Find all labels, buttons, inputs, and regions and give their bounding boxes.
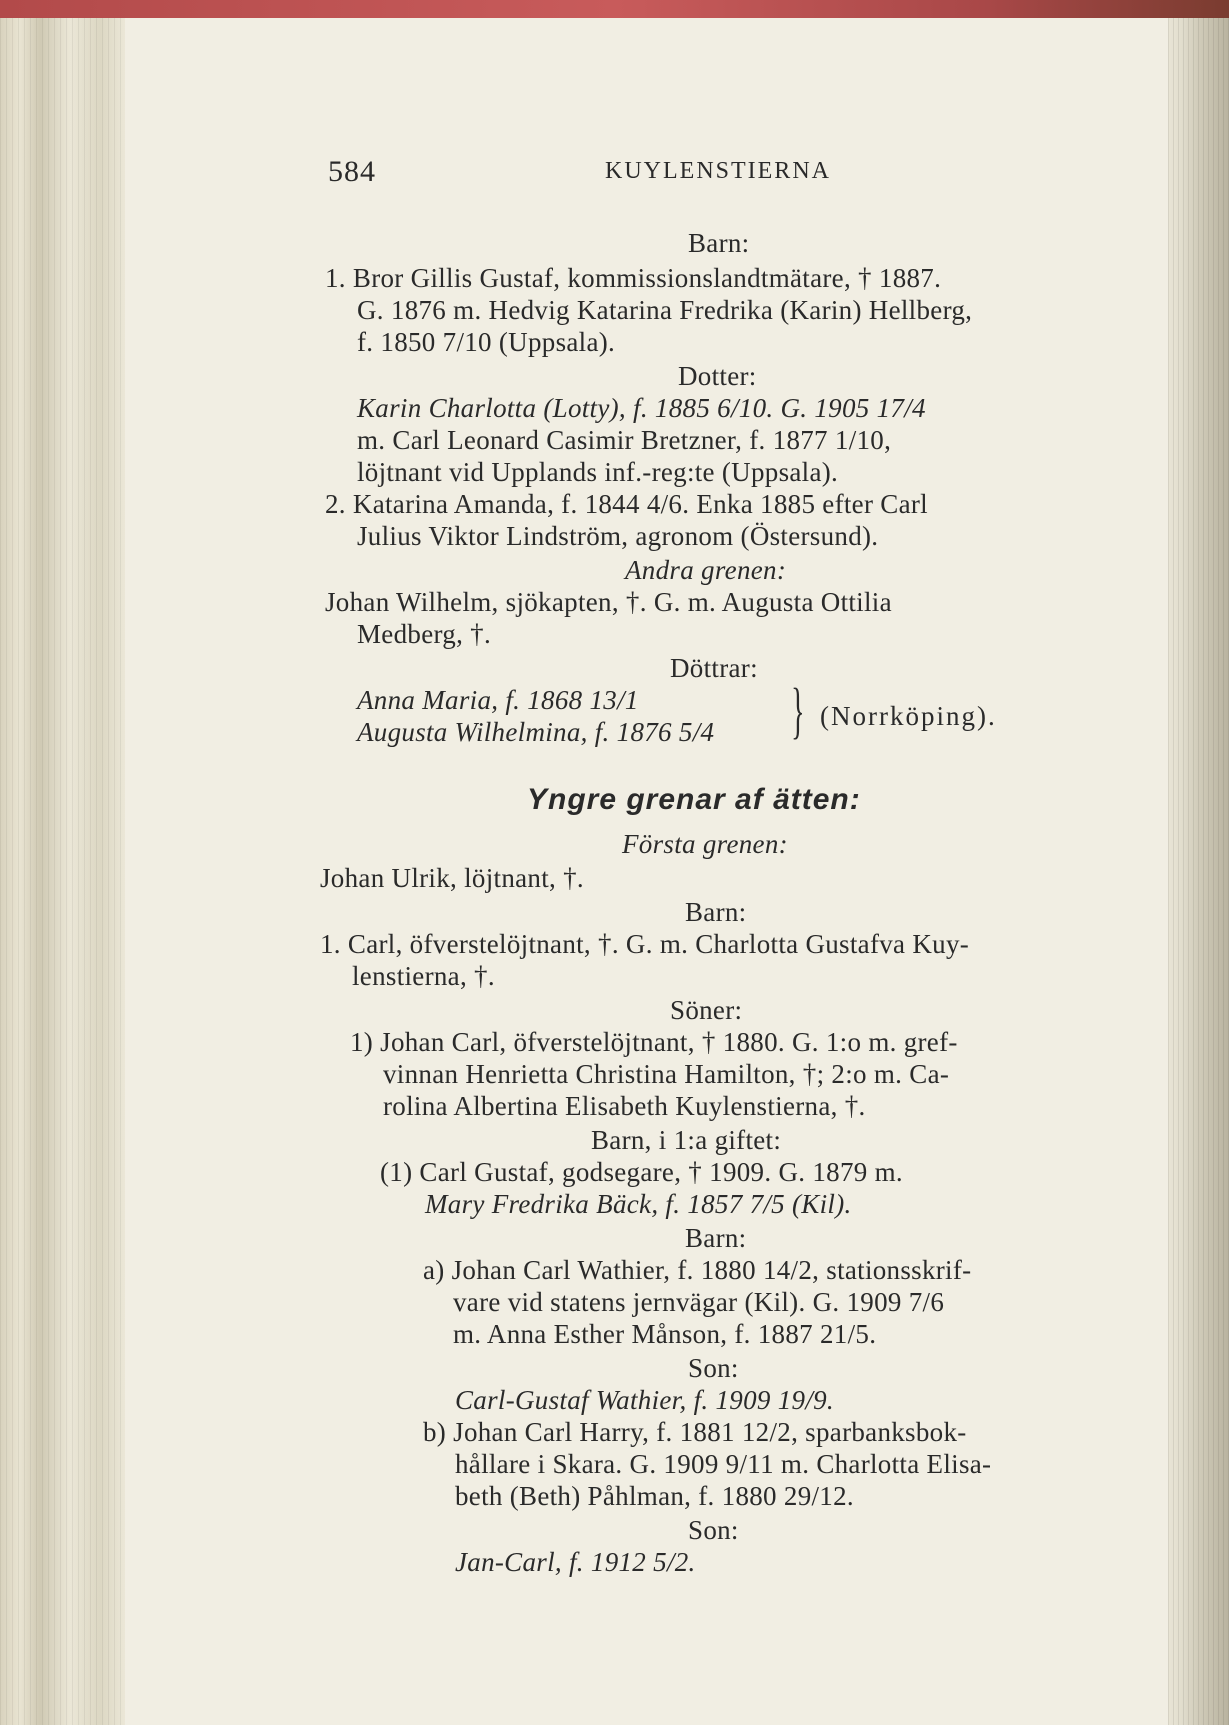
document-page (125, 18, 1168, 1725)
section-heading: Dotter: (678, 361, 757, 391)
text-line: Johan Wilhelm, sjökapten, †. G. m. Augusta Ottilia (325, 587, 892, 617)
text-line: Karin Charlotta (Lotty), f. 1885 6/10. G. 1905 17/4 (357, 393, 926, 423)
major-heading: Yngre grenar af ätten: (527, 783, 861, 816)
page-number: 584 (328, 155, 376, 188)
text-line: f. 1850 7/10 (Uppsala). (357, 327, 616, 357)
book-cover-edge (0, 0, 1229, 18)
text-line: Anna Maria, f. 1868 13/1 (357, 685, 639, 715)
text-line: G. 1876 m. Hedvig Katarina Fredrika (Karin) Hellberg, (357, 295, 973, 325)
section-heading: Son: (688, 1515, 739, 1545)
text-line: Mary Fredrika Bäck, f. 1857 7/5 (Kil). (425, 1189, 852, 1219)
section-heading: Barn, i 1:a giftet: (591, 1125, 782, 1155)
section-heading: Söner: (670, 995, 743, 1025)
brace-symbol: } (791, 677, 805, 745)
section-heading: Andra grenen: (625, 555, 787, 585)
text-line: vinnan Henrietta Christina Hamilton, †; 2:o m. Ca- (383, 1059, 950, 1089)
text-line: m. Carl Leonard Casimir Bretzner, f. 1877 1/10, (357, 425, 892, 455)
section-heading: Barn: (685, 897, 747, 927)
text-line: beth (Beth) Påhlman, f. 1880 29/12. (455, 1481, 854, 1511)
text-line: Jan-Carl, f. 1912 5/2. (455, 1547, 696, 1577)
text-line: b) Johan Carl Harry, f. 1881 12/2, sparbanksbok- (423, 1417, 967, 1447)
running-title: KUYLENSTIERNA (605, 158, 831, 184)
text-line: m. Anna Esther Månson, f. 1887 21/5. (453, 1319, 877, 1349)
text-line: lenstierna, †. (352, 961, 495, 991)
text-line: 2. Katarina Amanda, f. 1844 4/6. Enka 1885 efter Carl (325, 489, 928, 519)
text-line: hållare i Skara. G. 1909 9/11 m. Charlotta Elisa- (455, 1449, 992, 1479)
text-line: 1) Johan Carl, öfverstelöjtnant, † 1880. G. 1:o m. gref- (350, 1027, 958, 1057)
page-stack-right (1168, 18, 1229, 1725)
text-line: 1. Bror Gillis Gustaf, kommissionslandtmätare, † 1887. (325, 263, 942, 293)
text-line: 1. Carl, öfverstelöjtnant, †. G. m. Charlotta Gustafva Kuy- (320, 929, 970, 959)
text-line: Medberg, †. (357, 619, 492, 649)
section-heading: Barn: (688, 228, 750, 258)
text-line: löjtnant vid Upplands inf.-reg:te (Uppsala). (357, 457, 839, 487)
page-stack-left (0, 18, 125, 1725)
text-line: Augusta Wilhelmina, f. 1876 5/4 (357, 717, 715, 747)
section-heading: Barn: (685, 1223, 747, 1253)
text-line: (1) Carl Gustaf, godsegare, † 1909. G. 1879 m. (380, 1157, 903, 1187)
text-line: Johan Ulrik, löjtnant, †. (320, 863, 584, 893)
section-heading: Son: (688, 1353, 739, 1383)
text-line: (Norrköping). (820, 701, 997, 731)
section-heading: Döttrar: (670, 653, 758, 683)
text-line: Carl-Gustaf Wathier, f. 1909 19/9. (455, 1385, 834, 1415)
text-line: vare vid statens jernvägar (Kil). G. 1909 7/6 (453, 1287, 945, 1317)
section-heading: Första grenen: (622, 829, 788, 859)
text-line: a) Johan Carl Wathier, f. 1880 14/2, stationsskrif- (423, 1255, 972, 1285)
text-line: Julius Viktor Lindström, agronom (Östersund). (357, 521, 879, 551)
text-line: rolina Albertina Elisabeth Kuylenstierna, †. (383, 1091, 866, 1121)
